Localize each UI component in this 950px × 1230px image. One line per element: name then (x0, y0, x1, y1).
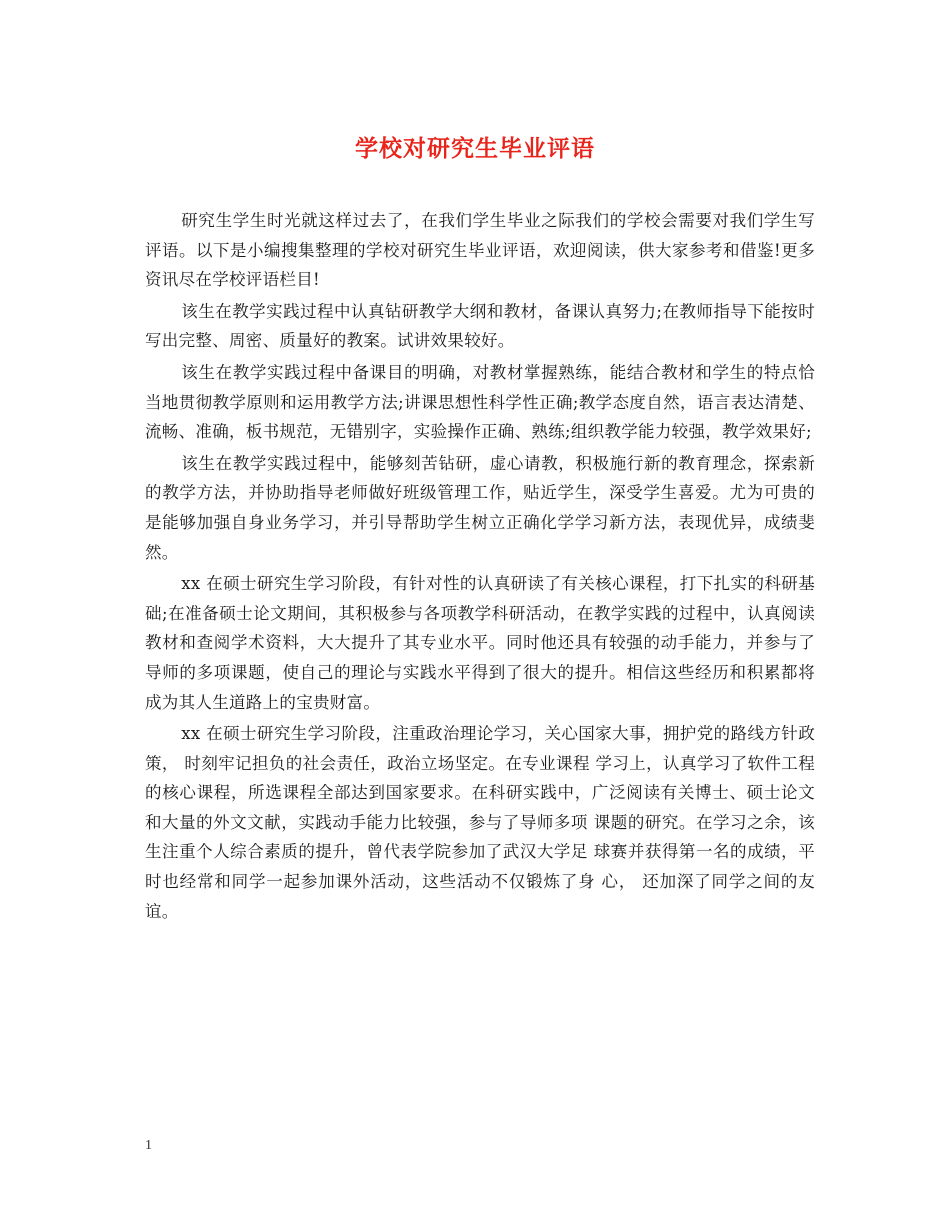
page-title: 学校对研究生毕业评语 (355, 135, 595, 162)
paragraph-comment-4: xx 在硕士研究生学习阶段，有针对性的认真研读了有关核心课程，打下扎实的科研基础;在准备硕士论文期间，其积极参与各项教学科研活动，在教学实践的过程中，认真阅读教材和查阅学术资料，大大提升了其专业水平。同时他还具有较强的动手能力，并参与了导师的多项课题，使自己的理论与实践水平得到了很大的提升。相信这些经历和积累都将成为其人生道路上的宝贵财富。 (145, 574, 815, 712)
paragraph-comment-2: 该生在教学实践过程中备课目的明确，对教材掌握熟练，能结合教材和学生的特点恰当地贯彻教学原则和运用教学方法;讲课思想性科学性正确;教学态度自然，语言表达清楚、流畅、准确，板书规范，无错别字，实验操作正确、熟练;组织教学能力较强，教学效果好; (145, 362, 815, 442)
paragraph-comment-5: xx 在硕士研究生学习阶段，注重政治理论学习，关心国家大事，拥护党的路线方针政策， 时刻牢记担负的社会责任，政治立场坚定。在专业课程 学习上，认真学习了软件工程的核心课程，所选课程全部达到国家要求。在科研实践中，广泛阅读有关博士、硕士论文和大量的外文文献，实践动手能力比较强，参与了导师多项 课题的研究。在学习之余，该生注重个人综合素质的提升，曾代表学院参加了武汉大学足 球赛并获得第一名的成绩，平时也经常和同学一起参加课外活动，这些活动不仅锻炼了身 心， 还加深了同学之间的友谊。 (145, 724, 815, 921)
paragraph-comment-1: 该生在教学实践过程中认真钻研教学大纲和教材，备课认真努力;在教师指导下能按时写出完整、周密、质量好的教案。试讲效果较好。 (145, 301, 815, 351)
paragraph-comment-3: 该生在教学实践过程中，能够刻苦钻研，虚心请教，积极施行新的教育理念，探索新的教学方法，并协助指导老师做好班级管理工作，贴近学生，深受学生喜爱。尤为可贵的是能够加强自身业务学习，并引导帮助学生树立正确化学学习新方法，表现优异，成绩斐然。 (145, 453, 815, 562)
document-body (145, 206, 815, 928)
paragraph-intro: 研究生学生时光就这样过去了，在我们学生毕业之际我们的学校会需要对我们学生写评语。以下是小编搜集整理的学校对研究生毕业评语，欢迎阅读，供大家参考和借鉴!更多资讯尽在学校评语栏目! (145, 211, 815, 290)
page-number: 1 (145, 1138, 152, 1153)
